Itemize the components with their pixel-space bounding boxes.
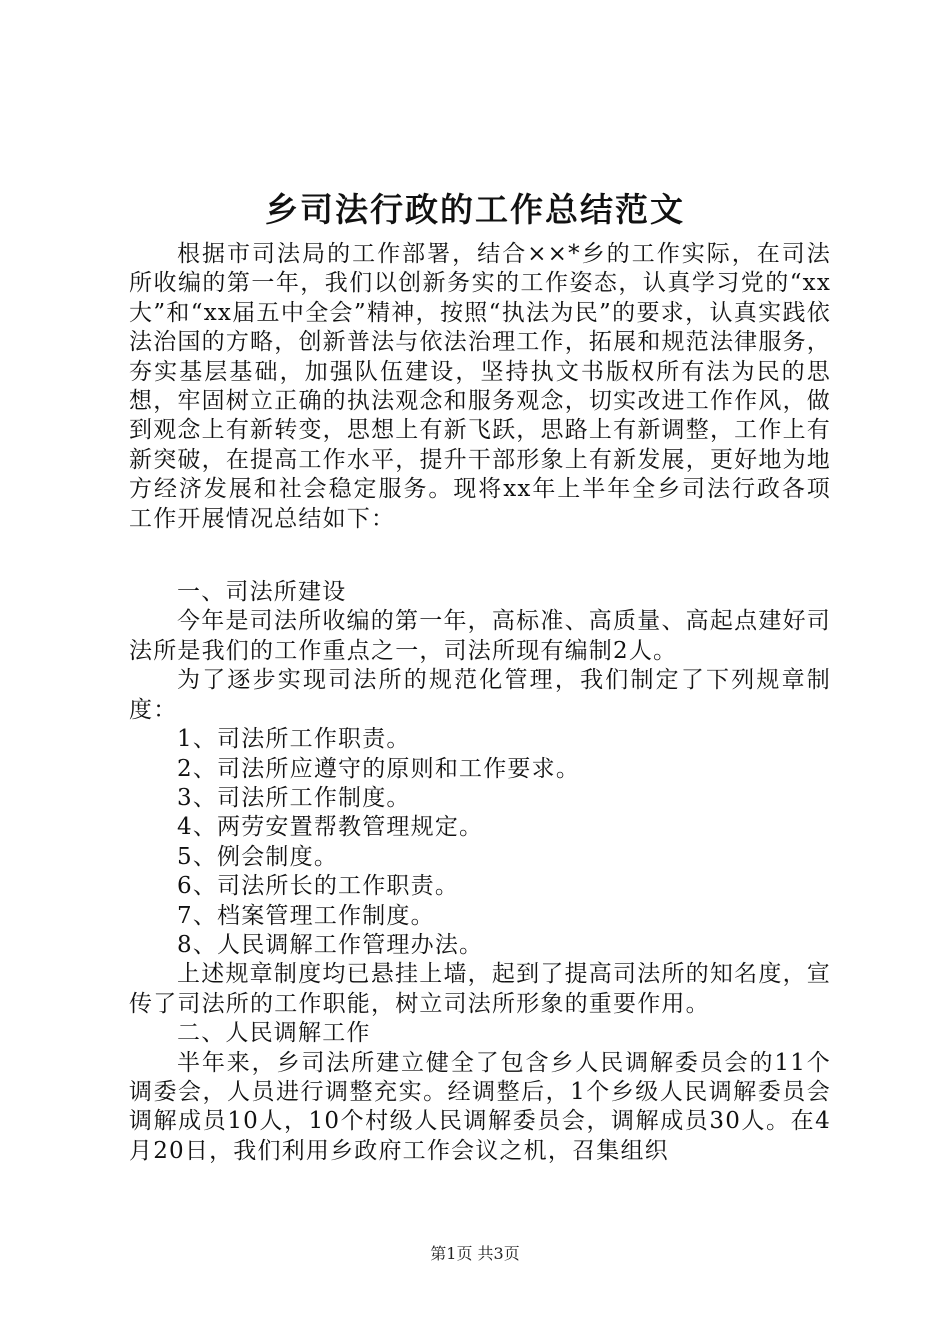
section1-heading: 一、司法所建设	[177, 579, 347, 606]
intro-paragraph: 根据市司法局的工作部署，结合××*乡的工作实际，在司法所收编的第一年，我们以创新务实的工作姿态，认真学习党的“xx大”和“xx届五中全会”精神，按照“执法为民”的要求，认真实践依法治国的方略，创新普法与依法治理工作，拓展和规范法律服务，夯实基层基础，加强队伍建设，坚持执文书版权所有法为民的思想，牢固树立正确的执法观念和服务观念，切实改进工作作风，做到观念上有新转变，思想上有新飞跃，思路上有新调整，工作上有新突破，在提高工作水平，提升干部形象上有新发展，更好地为地方经济发展和社会稳定服务。现将xx年上半年全乡司法行政各项工作开展情况总结如下：	[129, 241, 831, 532]
list-item: 4、两劳安置帮教管理规定。	[177, 814, 484, 841]
list-item: 8、人民调解工作管理办法。	[177, 931, 484, 958]
list-item: 5、例会制度。	[177, 843, 339, 870]
document-body	[129, 240, 831, 1166]
section1-paragraph-3: 上述规章制度均已悬挂上墙，起到了提高司法所的知名度，宣传了司法所的工作职能，树立司法所形象的重要作用。	[129, 961, 831, 1017]
section2-paragraph-1: 半年来，乡司法所建立健全了包含乡人民调解委员会的11个调委会，人员进行调整充实。经调整后，1个乡级人民调解委员会调解成员10人，10个村级人民调解委员会，调解成员30人。在4月20日，我们利用乡政府工作会议之机，召集组织	[129, 1049, 831, 1164]
list-item: 7、档案管理工作制度。	[177, 902, 435, 929]
list-item: 1、司法所工作职责。	[177, 726, 411, 753]
section1-paragraph-2: 为了逐步实现司法所的规范化管理，我们制定了下列规章制度：	[129, 667, 831, 723]
document-title: 乡司法行政的工作总结范文	[265, 190, 685, 229]
list-item: 6、司法所长的工作职责。	[177, 873, 460, 900]
list-item: 3、司法所工作制度。	[177, 784, 411, 811]
paragraph-gap	[129, 534, 831, 578]
list-item: 2、司法所应遵守的原则和工作要求。	[177, 755, 581, 782]
page-footer: 第1页 共3页	[430, 1244, 520, 1263]
section2-heading: 二、人民调解工作	[177, 1020, 371, 1047]
section1-paragraph-1: 今年是司法所收编的第一年，高标准、高质量、高起点建好司法所是我们的工作重点之一，司法所现有编制2人。	[129, 608, 831, 664]
